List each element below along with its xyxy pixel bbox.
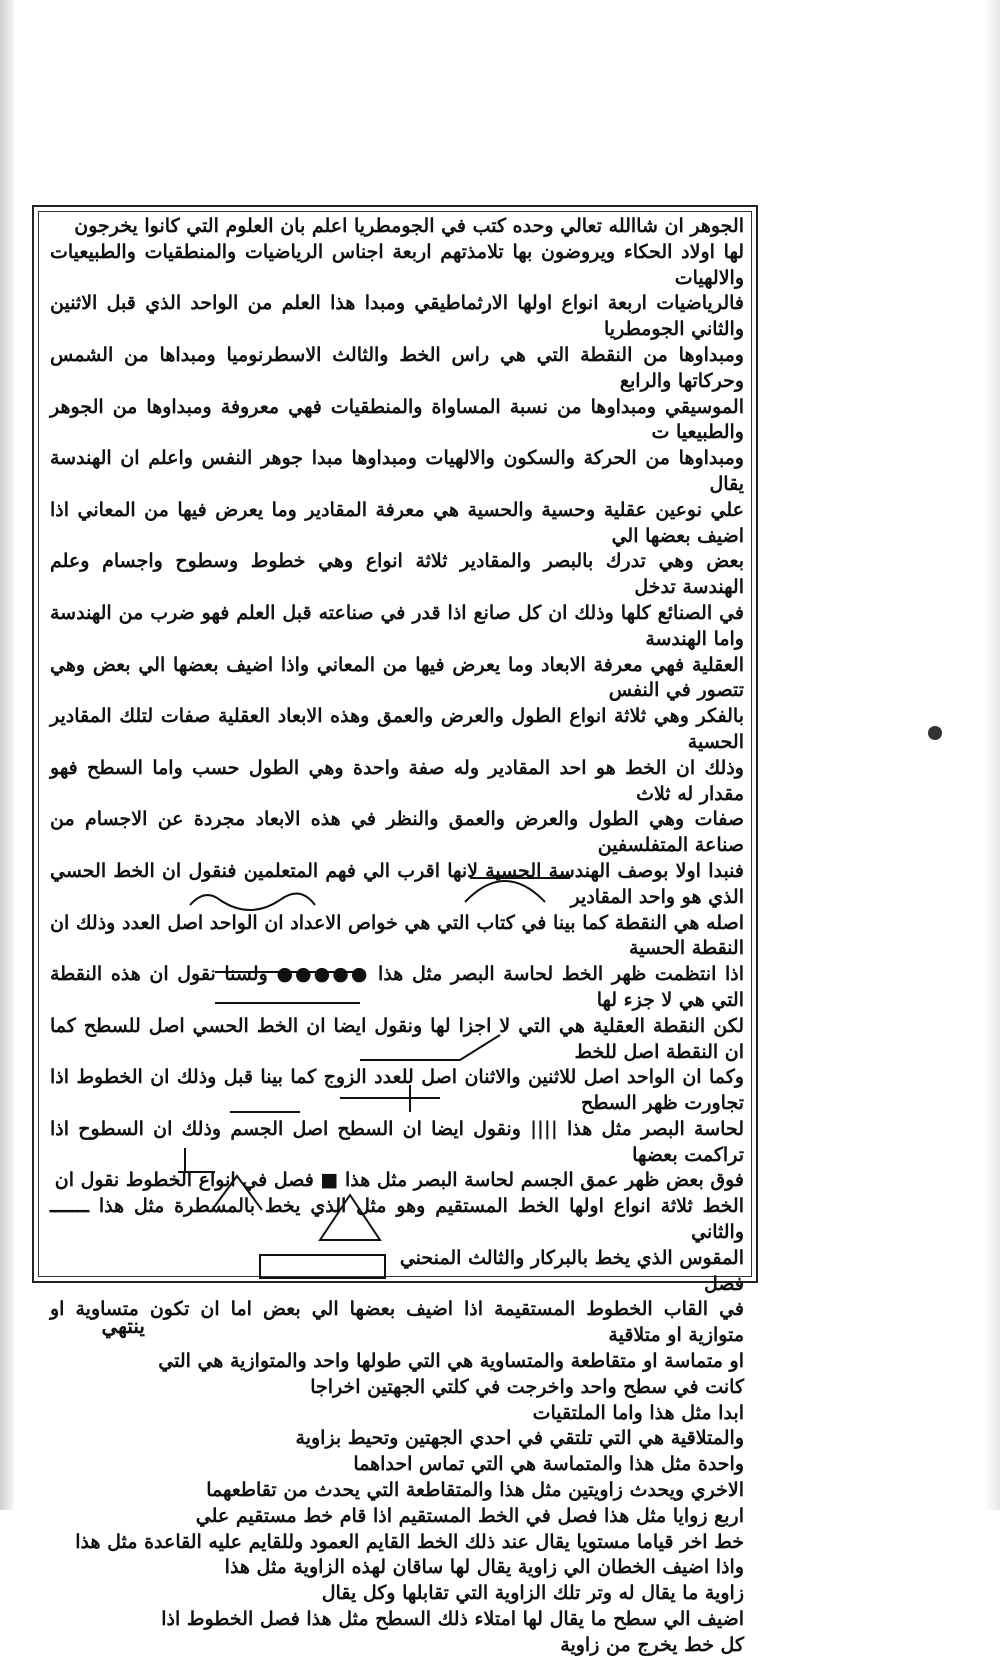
manuscript-body-text: الجوهر ان شاالله تعالي وحده كتب في الجومطريا اعلم بان العلوم التي كانوا يخرجون لها اولاد الحكاء ويروضون بها تلامذتهم اربعة اجناس الرياضيات والمنطقيات والطبيعيات والالهيات فالرياضيات اربعة انواع اولها الارثماطيقي ومبدا هذا العلم من الواحد الذي قبل الاثنين والثاني الجومطريا ومبداوها من النقطة التي هي راس الخط والثالث الاسطرنوميا ومبداها من الشمس وحركاتها والرابع الموسيقي ومبداوها من نسبة المساواة والمنطقيات فهي معروفة ومبداوها من الجوهر والطبيعيا ت ومبداوها من الحركة والسكون والالهيات ومبداوها مبدا جوهر النفس واعلم ان الهندسة يقال علي نوعين عقلية وحسية والحسية هي معرفة المقادير وما يعرض فيها من المعاني اذا اضيف بعضها الي بعض وهي تدرك بالبصر والمقادير ثلاثة انواع وهي خطوط وسطوح واجسام وعلم الهندسة تدخل في الصنائع كلها وذلك ان كل صانع اذا قدر في صناعته قبل العلم فهو ضرب من الهندسة واما الهندسة العقلية فهي معرفة الابعاد وما يعرض فيها من المعاني واذا اضيف بعضها الي بعض وهي تتصور في النفس بالفكر وهي ثلاثة انواع الطول والعرض والعمق وهذه الابعاد العقلية صفات لتلك المقادير الحسية وذلك ان الخط هو احد المقادير وله صفة واحدة وهي الطول حسب واما السطح فهو مقدار له ثلاث صفات وهي الطول والعرض والعمق والنظر في هذه الابعاد مجردة عن الاجسام من صناعة المتفلسفين فنبدا اولا بوصف الهندسة الحسية لانها اقرب الي فهم المتعلمين فنقول ان الخط الحسي الذي هو واحد المقادير اصله هي النقطة كما بينا في كتاب التي هي خواص الاعداد ان الواحد اصل العدد وذلك ان النقطة الحسية اذا انتظمت ظهر الخط لحاسة البصر مثل هذا ●●●●● ولسنا نقول ان هذه النقطة التي هي لا جزء لها لكن النقطة العقلية هي التي لا اجزا لها ونقول ايضا ان الخط الحسي اصل للسطح كما ان النقطة اصل للخط وكما ان الواحد اصل للاثنين والاثنان اصل للعدد الزوج كما بينا قبل وذلك ان الخطوط اذا تجاورت ظهر السطح لحاسة البصر مثل هذا |||| ونقول ايضا ان السطح اصل الجسم وذلك ان السطوح اذا تراكمت بعضها فوق بعض ظهر عمق الجسم لحاسة البصر مثل هذا ■ فصل في انواع الخطوط نقول ان الخط ثلاثة انواع اولها الخط المستقيم وهو مثل الذي يخط بالمسطرة مثل هذا ـــــــ والثاني المقوس الذي يخط بالبركار والثالث المنحني فصل في القاب الخطوط المستقيمة اذا اضيف بعضها الي بعض اما ان تكون متساوية او متوازية او متلاقية او متماسة او متقاطعة والمتساوية هي التي طولها واحد والمتوازية هي التي كانت في سطح واحد واخرجت في كلتي الجهتين اخراجا ابدا مثل هذا واما الملتقيات والمتلاقية هي التي تلتقي في احدي الجهتين وتحيط بزاوية واحدة مثل هذا والمتماسة هي التي تماس احداهما الاخري ويحدث زاويتين مثل هذا والمتقاطعة التي يحدث من تقاطعهما اربع زوايا مثل هذا فصل في الخط المستقيم اذا قام خط مستقيم علي خط اخر قياما مستويا يقال عند ذلك الخط القايم العمود وللقايم عليه القاعدة مثل هذا واذا اضيف الخطان الي زاوية يقال لها ساقان لهذه الزاوية مثل هذا زاوية ما يقال له وتر تلك الزاوية التي تقابلها وكل يقال اضيف الي سطح ما يقال لها امتلاء ذلك السطح مثل هذا فصل الخطوط اذا كل خط يخرج من زاوية [50, 215, 744, 1656]
catchword: ينتهي [101, 1314, 145, 1338]
page-edge-shadow [0, 0, 14, 1510]
margin-mark [928, 726, 942, 740]
